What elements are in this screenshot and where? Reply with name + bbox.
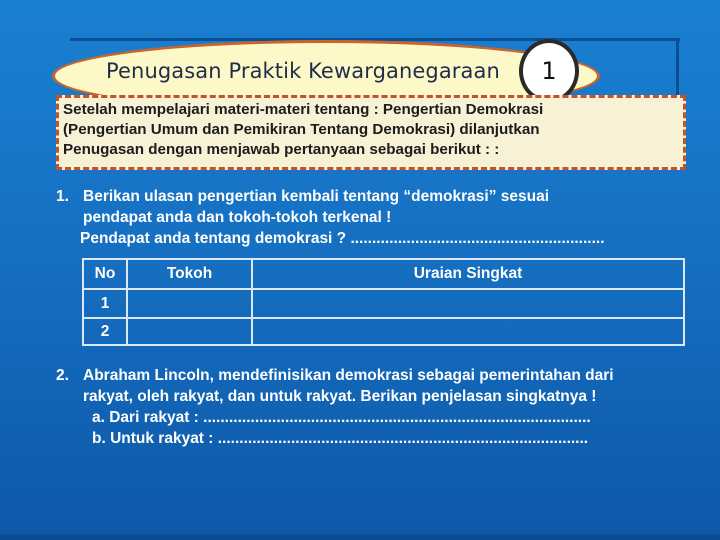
- intro-box: [56, 95, 686, 170]
- table-row: [83, 318, 684, 345]
- header-no: No: [83, 259, 127, 289]
- question-line: Pendapat anda tentang demokrasi ? ...........................................................: [80, 230, 605, 247]
- bottom-bar: [0, 534, 720, 540]
- question-line: rakyat, oleh rakyat, dan untuk rakyat. Berikan penjelasan singkatnya !: [83, 388, 597, 405]
- slide-number-badge: 1: [519, 39, 579, 103]
- question-1: [56, 186, 696, 249]
- question-line: pendapat anda dan tokoh-tokoh terkenal !: [83, 209, 392, 226]
- question-2: [56, 365, 706, 449]
- header-uraian-singkat: Uraian Singkat: [252, 259, 684, 289]
- decorative-vertical-line: [676, 38, 679, 98]
- intro-line: (Pengertian Umum dan Pemikiran Tentang Demokrasi) dilanjutkan: [63, 121, 540, 138]
- sub-question-a: a. Dari rakyat : ..........................................................................................: [92, 409, 591, 426]
- table-header-row: [83, 259, 684, 289]
- header-tokoh: Tokoh: [127, 259, 252, 289]
- row-number: 1: [83, 289, 127, 318]
- row-number: 2: [83, 318, 127, 345]
- uraian-cell[interactable]: [252, 318, 684, 345]
- question-number: 1.: [56, 188, 69, 205]
- answer-table: [82, 258, 685, 346]
- question-line: Abraham Lincoln, mendefinisikan demokrasi sebagai pemerintahan dari: [83, 367, 614, 384]
- tokoh-cell[interactable]: [127, 289, 252, 318]
- intro-line: Penugasan dengan menjawab pertanyaan sebagai berikut : :: [63, 141, 500, 158]
- table-row: [83, 289, 684, 318]
- sub-question-b: b. Untuk rakyat : ......................................................................................: [92, 430, 589, 447]
- intro-line: Setelah mempelajari materi-materi tentang : Pengertian Demokrasi: [63, 101, 544, 118]
- question-line: Berikan ulasan pengertian kembali tentang “demokrasi” sesuai: [83, 188, 550, 205]
- tokoh-cell[interactable]: [127, 318, 252, 345]
- slide-title: Penugasan Praktik Kewarganegaraan: [106, 59, 500, 83]
- question-number: 2.: [56, 367, 69, 384]
- uraian-cell[interactable]: [252, 289, 684, 318]
